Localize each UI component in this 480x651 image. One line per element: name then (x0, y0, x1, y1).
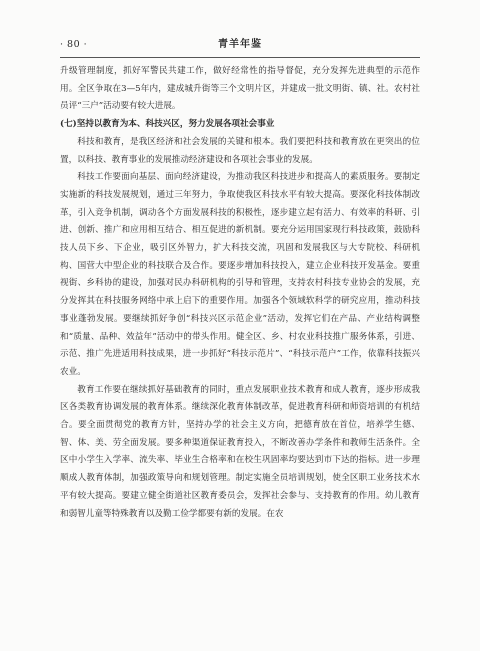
paragraph-education: 教育工作要在继续抓好基础教育的同时，重点发展职业技术教育和成人教育，逐步形成我区各类教育协调发展的教育体系。继续深化教育体制改革，促进教育科研和师资培训的有机结合。要全面贯彻党的教育方针，坚持办学的社会主义方向，把德育放在首位，培养学生德、智、体、美、劳全面发展。要多种渠道保证教育投入，不断改善办学条件和教师生活条件。全区中小学生入学率、流失率、毕业生合格率和在校生巩固率均要达到市下达的指标。进一步理顺成人教育体制，加强政策导向和规划管理。制定实施全员培训规划，使全区职工业务技术水平有较大提高。要建立健全街道社区教育委员会，发挥社会参与、支持教育的作用。幼儿教育和弱智儿童等特殊教育以及勤工俭学都要有新的发展。在农 (60, 384, 420, 519)
paragraph-continued: 升级管理制度，抓好军警民共建工作，做好经常性的指导督促，充分发挥先进典型的示范作用。全区争取在3—5年内，建成城升街等三个文明片区，并建成一批文明街、镇、社。农村社员评“三户”活动要有较大进展。 (60, 66, 420, 112)
running-title: 青羊年鉴 (218, 39, 262, 50)
paragraph-science-technology: 科技工作要面向基层、面向经济建设，为推动我区科技进步和提高人的素质服务。要制定实施新的科技发展规划，通过三年努力，争取使我区科技水平有较大提高。要深化科技体制改革，引入竞争机制，调动各个方面发展科技的积极性，逐步建立起有活力、有效率的科研、引进、创新、推广和应用相互结合、相互促进的新机制。要充分运用国家现行科技政策，鼓励科技人员下乡、下企业，吸引区外智力，扩大科技交流，巩固和发展我区与大专院校、科研机构、国营大中型企业的科技联合及合作。要逐步增加科技投入，建立企业科技开发基金。要重视街、乡科协的建设，加强对民办科研机构的引导和管理，支持农村科技专业协会的发展，充分发挥其在科技服务网络中承上启下的重要作用。加强各个领域软科学的研究应用，推动科技事业蓬勃发展。要继续抓好争创“科技兴区示范企业”活动，发挥它们在产品、产业结构调整和“质量、品种、效益年”活动中的带头作用。健全区、乡、村农业科技推广服务体系，引进、示范、推广先进适用科技成果，进一步抓好“科技示范片”、“科技示范户”工作，依靠科技振兴农业。 (60, 172, 420, 377)
body-text (60, 63, 420, 523)
page-header (60, 38, 420, 54)
header-rule (60, 57, 420, 58)
paragraph-science-education-intro: 科技和教育，是我区经济和社会发展的关键和根本。我们要把科技和教育放在更突出的位置，以科技、教育事业的发展推动经济建设和各项社会事业的发展。 (60, 136, 420, 165)
section-heading: (七)坚持以教育为本、科技兴区，努力发展各项社会事业 (60, 119, 275, 130)
page-number: · 80 · (60, 39, 88, 50)
